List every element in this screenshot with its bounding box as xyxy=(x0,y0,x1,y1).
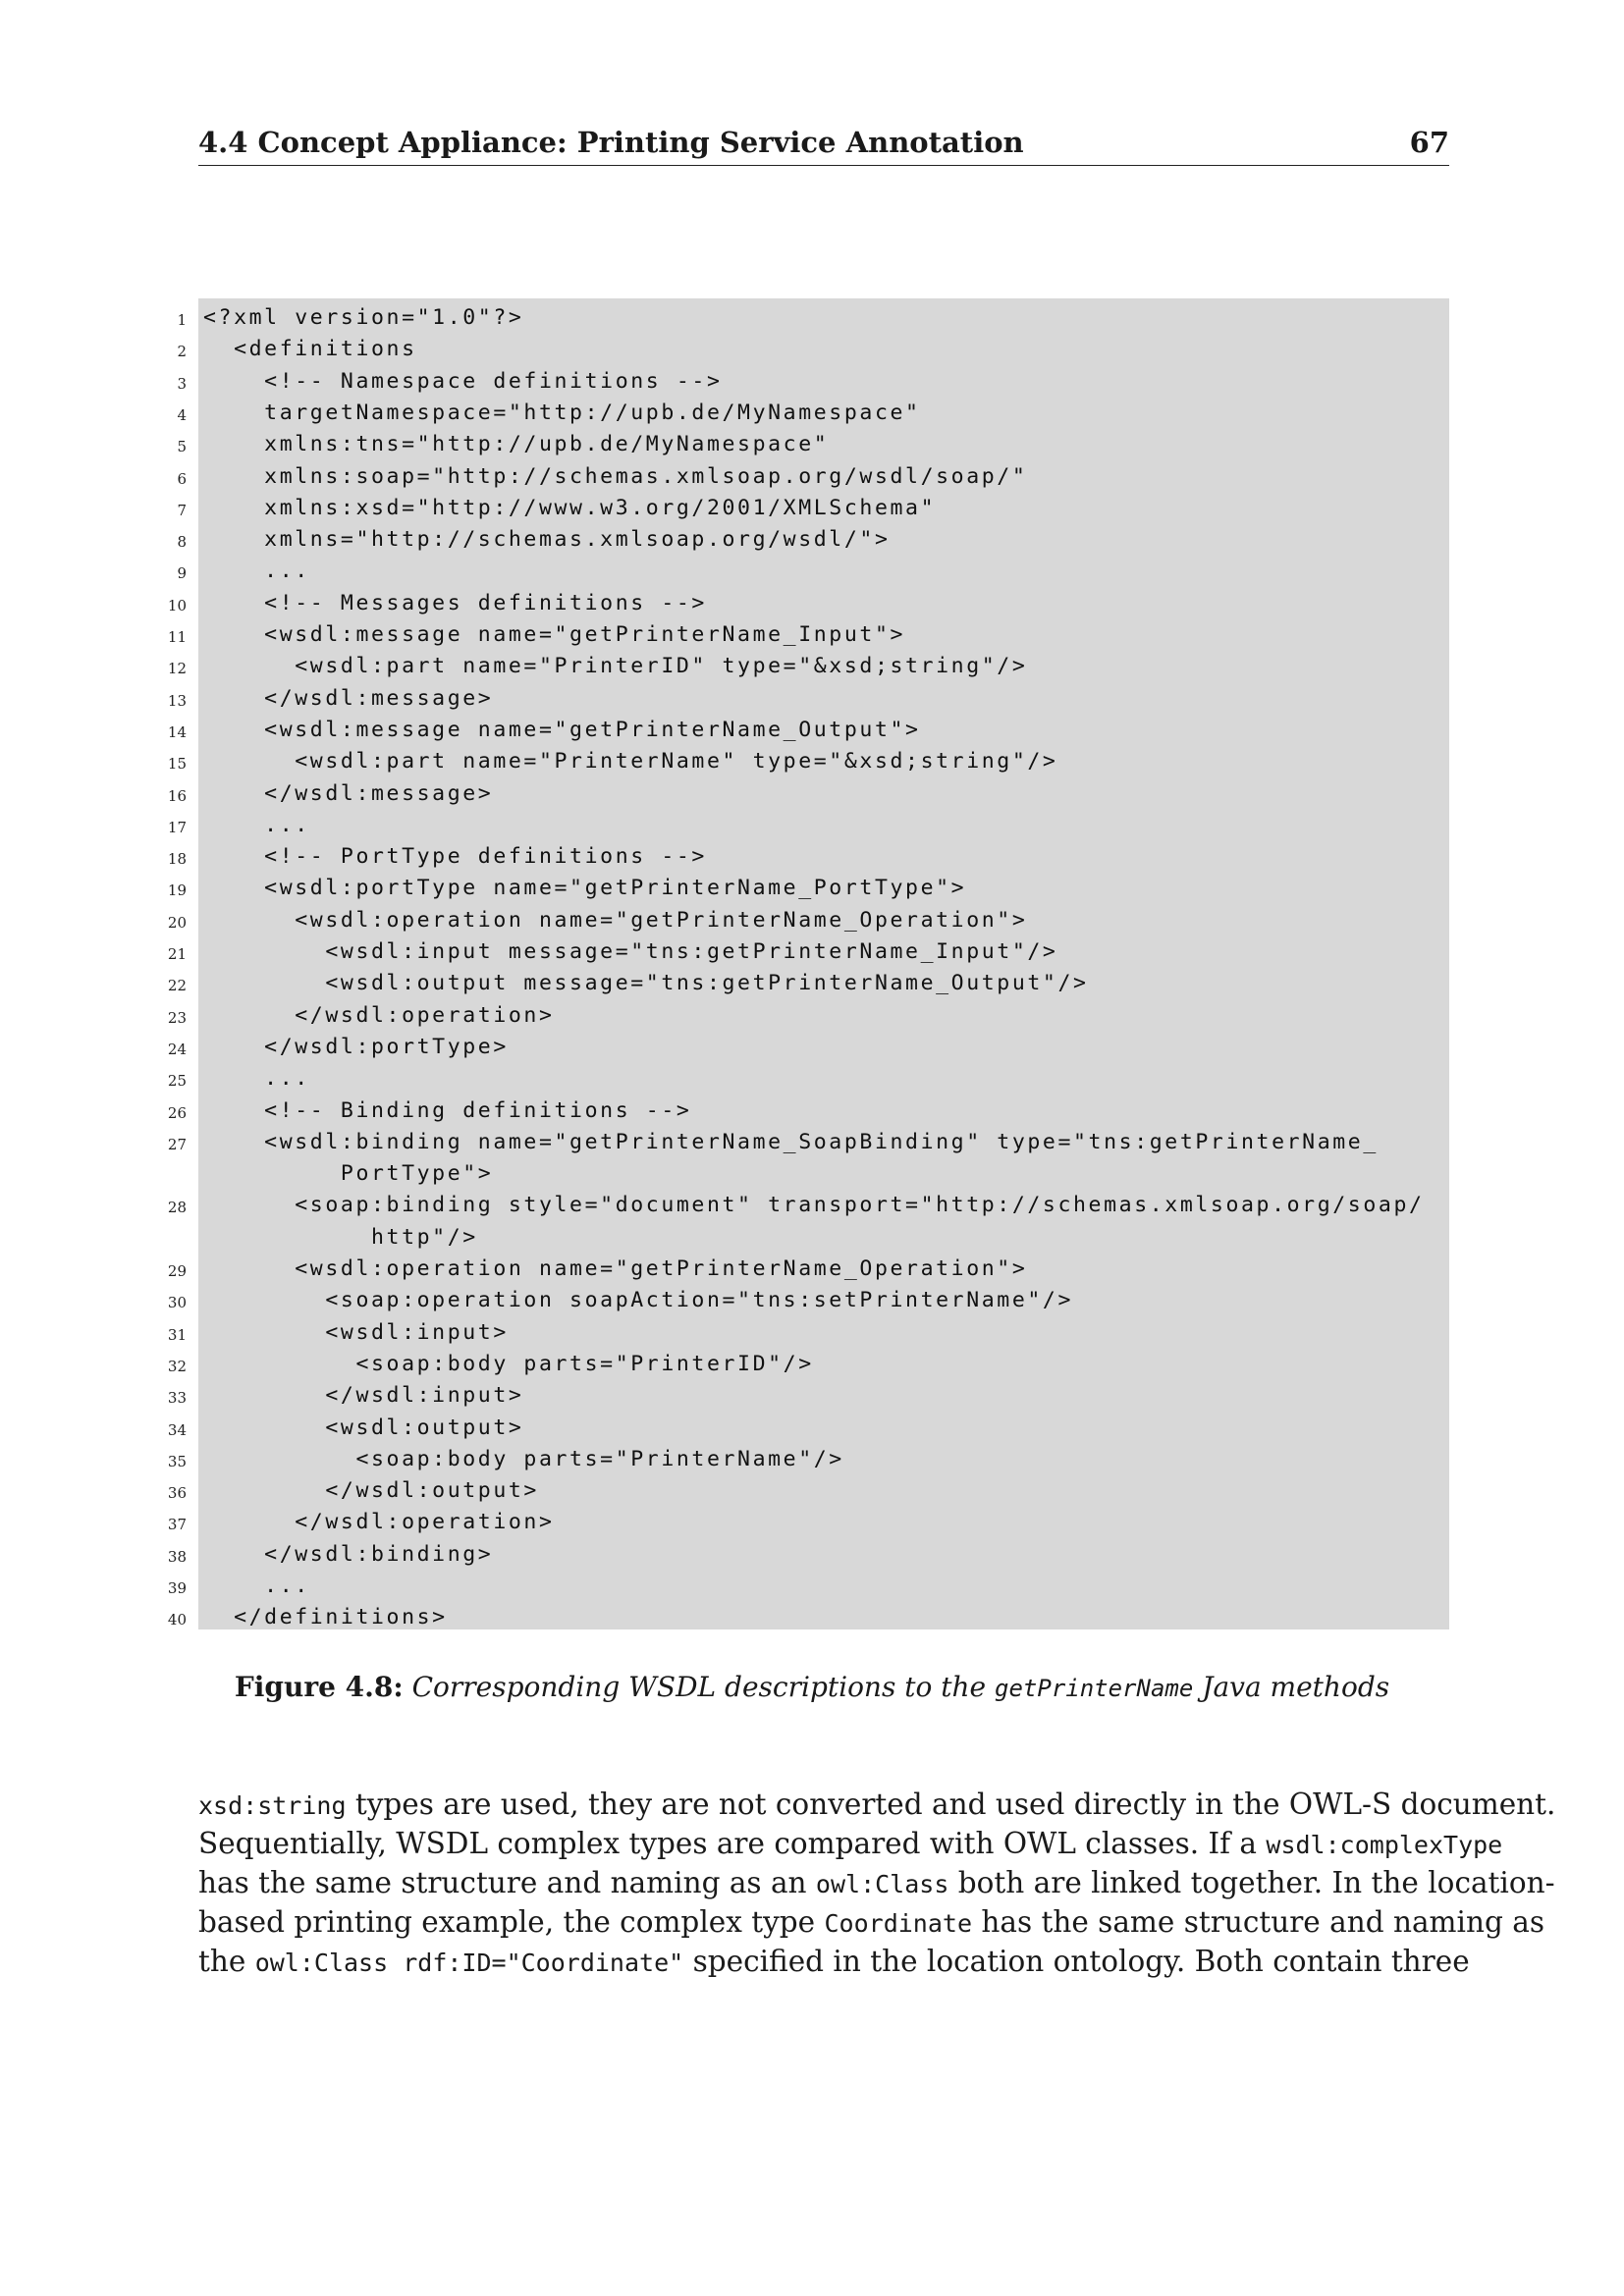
line-number: 24 xyxy=(167,1040,187,1058)
code-text: <soap:binding style="document" transport="http://schemas.xmlsoap.org/soap/ xyxy=(203,1193,1425,1218)
code-line xyxy=(167,778,1449,810)
line-number: 37 xyxy=(167,1516,187,1534)
paragraph-line xyxy=(198,1785,1556,1824)
code-line xyxy=(167,1444,1449,1475)
line-number: 33 xyxy=(167,1389,187,1408)
code-text: <!-- Binding definitions --> xyxy=(203,1097,692,1123)
line-number: 22 xyxy=(167,977,187,995)
code-line xyxy=(177,429,1449,460)
code-line xyxy=(167,651,1449,682)
code-text: ... xyxy=(203,812,310,837)
code-line xyxy=(167,619,1449,651)
code-line xyxy=(167,1602,1449,1633)
code-line xyxy=(167,1413,1449,1444)
code-line xyxy=(177,334,1449,365)
code-text: <!-- Messages definitions --> xyxy=(203,590,707,615)
line-number: 38 xyxy=(167,1547,187,1566)
code-text: ... xyxy=(203,1574,310,1598)
code-text: </wsdl:portType> xyxy=(203,1034,509,1059)
paragraph-line xyxy=(198,1863,1555,1902)
code-text: <wsdl:output> xyxy=(203,1415,524,1440)
inline-code: xsd:string xyxy=(198,1791,347,1820)
line-number: 15 xyxy=(167,755,187,774)
code-line xyxy=(177,461,1449,493)
code-text: <wsdl:part name="PrinterID" type="&xsd;string"/> xyxy=(203,654,1028,679)
caption-code: getPrinterName xyxy=(995,1675,1194,1702)
code-text: </wsdl:input> xyxy=(203,1383,524,1409)
body-paragraph xyxy=(198,1785,1556,1981)
line-number: 11 xyxy=(167,628,187,646)
code-line xyxy=(198,1158,1449,1190)
line-number: 21 xyxy=(167,945,187,963)
code-line xyxy=(177,302,1449,334)
code-text: <wsdl:operation name="getPrinterName_Operation"> xyxy=(203,1256,1028,1281)
code-line xyxy=(167,588,1449,619)
caption-label: Figure 4.8: xyxy=(234,1671,404,1703)
code-line xyxy=(167,1475,1449,1507)
line-number: 34 xyxy=(167,1420,187,1439)
inline-code: wsdl:complexType xyxy=(1266,1831,1503,1859)
paragraph-text: types are used, they are not converted and used directly in the OWL-S document. xyxy=(354,1788,1556,1821)
code-line xyxy=(167,1095,1449,1127)
code-text: <?xml version="1.0"?> xyxy=(203,305,524,330)
line-number: 13 xyxy=(167,691,187,710)
line-number: 8 xyxy=(177,533,187,552)
line-number: 9 xyxy=(177,564,187,583)
line-number: 10 xyxy=(167,596,187,614)
inline-code: owl:Class xyxy=(815,1870,949,1898)
code-text: xmlns="http://schemas.xmlsoap.org/wsdl/"> xyxy=(203,527,891,553)
caption-text-before: Corresponding WSDL descriptions to the xyxy=(411,1671,987,1703)
line-number: 18 xyxy=(167,850,187,869)
line-number: 40 xyxy=(167,1611,187,1629)
code-text: </wsdl:operation> xyxy=(203,1510,555,1535)
code-line xyxy=(167,1380,1449,1412)
code-text: xmlns:tns="http://upb.de/MyNamespace" xyxy=(203,432,830,457)
code-line xyxy=(167,1317,1449,1349)
page-number: 67 xyxy=(1409,126,1449,159)
code-line xyxy=(167,1349,1449,1380)
code-line xyxy=(177,366,1449,398)
line-number: 14 xyxy=(167,722,187,741)
code-text: <wsdl:output message="tns:getPrinterName_Output"/> xyxy=(203,971,1089,996)
figure-caption xyxy=(0,1671,1624,1703)
code-text: </wsdl:message> xyxy=(203,780,494,806)
code-text: <!-- Namespace definitions --> xyxy=(203,368,723,394)
code-line xyxy=(177,556,1449,587)
code-text: <wsdl:message name="getPrinterName_Input"> xyxy=(203,622,906,647)
code-text: <wsdl:portType name="getPrinterName_PortType"> xyxy=(203,876,967,901)
code-text: </wsdl:binding> xyxy=(203,1541,494,1567)
paragraph-text: based printing example, the complex type xyxy=(198,1905,816,1939)
line-number: 17 xyxy=(167,818,187,836)
line-number: 28 xyxy=(167,1199,187,1217)
code-text: </definitions> xyxy=(203,1605,448,1630)
line-number: 3 xyxy=(177,374,187,393)
code-text: targetNamespace="http://upb.de/MyNamespace" xyxy=(203,400,921,425)
code-text: xmlns:xsd="http://www.w3.org/2001/XMLSchema" xyxy=(203,495,937,520)
line-number: 19 xyxy=(167,881,187,900)
paragraph-line xyxy=(198,1942,1470,1981)
line-number: 26 xyxy=(167,1103,187,1122)
line-number: 6 xyxy=(177,469,187,488)
code-text: xmlns:soap="http://schemas.xmlsoap.org/wsdl/soap/" xyxy=(203,463,1028,489)
code-text: <wsdl:binding name="getPrinterName_SoapBinding" type="tns:getPrinterName_ xyxy=(203,1129,1379,1154)
paragraph-line xyxy=(198,1902,1544,1942)
code-text: </wsdl:message> xyxy=(203,685,494,711)
code-line xyxy=(167,1032,1449,1063)
line-number: 23 xyxy=(167,1008,187,1027)
line-number: 2 xyxy=(177,343,187,361)
line-number: 25 xyxy=(167,1072,187,1091)
line-number: 36 xyxy=(167,1484,187,1503)
code-text: ... xyxy=(203,1066,310,1092)
code-line xyxy=(167,1507,1449,1538)
code-line xyxy=(167,968,1449,999)
code-listing xyxy=(167,298,1449,1630)
code-line xyxy=(167,841,1449,873)
code-text: </wsdl:operation> xyxy=(203,1002,555,1028)
code-line xyxy=(177,398,1449,429)
code-line xyxy=(198,1222,1449,1254)
code-line xyxy=(167,1127,1449,1158)
paragraph-line xyxy=(198,1824,1503,1863)
code-line xyxy=(167,715,1449,746)
line-number: 35 xyxy=(167,1452,187,1470)
line-number: 39 xyxy=(167,1579,187,1597)
line-number: 4 xyxy=(177,405,187,424)
paragraph-text: the xyxy=(198,1945,246,1978)
code-line xyxy=(167,1539,1449,1571)
code-text: </wsdl:output> xyxy=(203,1478,539,1504)
paragraph-text: has the same structure and naming as an xyxy=(198,1866,807,1899)
code-line xyxy=(167,1190,1449,1221)
caption-text-after: Java methods xyxy=(1202,1671,1390,1703)
code-line xyxy=(167,810,1449,841)
code-text: <wsdl:input message="tns:getPrinterName_Input"/> xyxy=(203,939,1058,964)
code-line xyxy=(177,524,1449,556)
code-line xyxy=(167,873,1449,904)
code-line xyxy=(167,1254,1449,1285)
code-line xyxy=(167,746,1449,777)
code-text: <wsdl:message name="getPrinterName_Output"> xyxy=(203,717,921,742)
line-number: 29 xyxy=(167,1262,187,1280)
code-text: <soap:body parts="PrinterName"/> xyxy=(203,1446,844,1471)
code-text: <soap:operation soapAction="tns:setPrinterName"/> xyxy=(203,1288,1074,1313)
code-line xyxy=(177,493,1449,524)
code-text: <soap:body parts="PrinterID"/> xyxy=(203,1351,814,1376)
page-header xyxy=(198,126,1449,166)
code-text: <wsdl:operation name="getPrinterName_Operation"> xyxy=(203,907,1028,933)
code-text: <definitions xyxy=(203,337,417,362)
code-line xyxy=(167,905,1449,936)
code-line xyxy=(167,1285,1449,1316)
code-text: <wsdl:part name="PrinterName" type="&xsd;string"/> xyxy=(203,749,1058,774)
code-text: <wsdl:input> xyxy=(203,1319,509,1345)
code-line xyxy=(167,1000,1449,1032)
paragraph-text: Sequentially, WSDL complex types are compared with OWL classes. If a xyxy=(198,1827,1258,1860)
line-number: 20 xyxy=(167,913,187,932)
line-number: 12 xyxy=(167,660,187,678)
line-number: 31 xyxy=(167,1325,187,1344)
paragraph-text: specified in the location ontology. Both contain three xyxy=(692,1945,1470,1978)
inline-code: owl:Class rdf:ID="Coordinate" xyxy=(254,1949,684,1977)
line-number: 1 xyxy=(177,311,187,329)
running-head-title: 4.4 Concept Appliance: Printing Service Annotation xyxy=(198,126,1024,159)
code-line xyxy=(167,1063,1449,1095)
code-text: ... xyxy=(203,559,310,584)
line-number: 7 xyxy=(177,501,187,519)
code-line xyxy=(167,936,1449,968)
code-line xyxy=(167,1571,1449,1602)
line-number: 27 xyxy=(167,1135,187,1153)
line-number: 16 xyxy=(167,786,187,805)
paragraph-text: has the same structure and naming as xyxy=(981,1905,1544,1939)
code-line xyxy=(167,683,1449,715)
code-text: <!-- PortType definitions --> xyxy=(203,844,707,870)
line-number: 32 xyxy=(167,1357,187,1375)
line-number: 5 xyxy=(177,438,187,456)
paragraph-text: both are linked together. In the location- xyxy=(957,1866,1555,1899)
line-number: 30 xyxy=(167,1294,187,1312)
inline-code: Coordinate xyxy=(824,1909,972,1938)
code-text: http"/> xyxy=(203,1224,478,1250)
code-text: PortType"> xyxy=(203,1161,494,1187)
